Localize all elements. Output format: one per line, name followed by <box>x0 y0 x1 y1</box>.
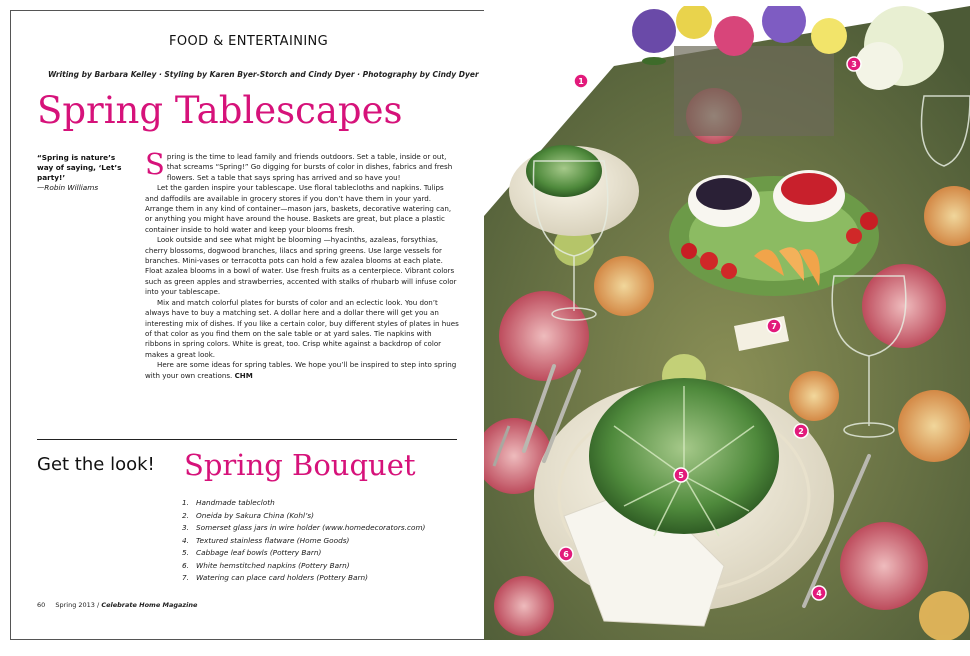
byline: Writing by Barbara Kelley · Styling by Karen Byer-Storch and Cindy Dyer · Photography by Cindy Dyer <box>48 70 479 79</box>
quote-author: —Robin Williams <box>37 183 99 192</box>
get-the-look-heading: Get the look! <box>37 454 155 475</box>
pull-quote <box>37 153 127 193</box>
list-item: 6. White hemstitched napkins (Pottery Barn) <box>182 560 350 570</box>
paragraph: Let the garden inspire your tablescape. Use floral tablecloths and napkins. Tulips and daffodils are available in grocery stores if you don’t have them in your yard. Arrange them in any kind of container—mason jars, baskets, decorative watering can, or anything you might have around the house. Baskets are great, but place a plastic container inside to hold water and keep your blooms fresh. <box>145 183 452 234</box>
list-item: 1. Handmade tablecloth <box>182 498 275 507</box>
photo-marker-2: 2 <box>798 427 804 436</box>
photo-marker-4: 4 <box>816 589 822 598</box>
drop-cap: S <box>145 147 165 181</box>
photo-marker-1: 1 <box>578 77 584 86</box>
issue-label: Spring 2013 <box>55 601 95 609</box>
divider <box>37 439 457 440</box>
photo-marker-7: 7 <box>771 322 777 331</box>
photo-marker-3: 3 <box>851 60 857 69</box>
paragraph: Look outside and see what might be blooming —hyacinths, azaleas, forsythias, cherry blossoms, dogwood branches, lilacs and spring greens. Use large vessels for branches. Mini-vases or terracotta pots can hold a few azalea blooms at each plate. Float azalea blooms in a bowl of water. Use fresh fruits as a centerpiece. Vibrant colors such as green apples and strawberries, accented with stalks of rhubarb will infuse color into your tablescape. <box>145 235 457 297</box>
paragraph: Here are some ideas for spring tables. We hope you’ll be inspired to step into spring with your own creations. CHM <box>145 360 457 380</box>
list-item: 4. Textured stainless flatware (Home Goods) <box>182 535 350 545</box>
page-number: 60 <box>37 601 46 609</box>
bouquet-title: Spring Bouquet <box>184 448 416 482</box>
product-list <box>182 497 425 585</box>
signoff: CHM <box>234 370 253 380</box>
paragraph: Spring is the time to lead family and friends outdoors. Set a table, inside or out, that screams “Spring!” Go digging for bursts of color in dishes, fabrics and fresh flowers. Set a table that says spring has arrived and so have you! <box>145 147 453 182</box>
tablescape-photo <box>484 6 970 640</box>
paragraph: Mix and match colorful plates for bursts of color and an eclectic look. You don’t always have to buy a matching set. A dollar here and a dollar there will get you an interesting mix of dishes. If you like a certain color, buy different styles of plates in hues of that color as you find them on the sale table or at yard sales. Tie napkins with ribbons in spring colors. White is great, too. Crisp white against a backdrop of color makes a great look. <box>145 297 459 359</box>
list-item: 7. Watering can place card holders (Pottery Barn) <box>182 573 368 582</box>
publication-name: Celebrate Home Magazine <box>101 601 198 609</box>
list-item: 3. Somerset glass jars in wire holder (www.homedecorators.com) <box>182 523 426 532</box>
list-item: 2. Oneida by Sakura China (Kohl’s) <box>182 510 314 520</box>
quote-text: “Spring is nature’s way of saying, ‘Let’s party!’ <box>37 153 122 182</box>
list-item: 5. Cabbage leaf bowls (Pottery Barn) <box>182 548 322 557</box>
section-header: FOOD & ENTERTAINING <box>169 34 329 49</box>
photo-marker-6: 6 <box>563 550 569 559</box>
photo-marker-5: 5 <box>678 471 684 480</box>
page-footer: 60 Spring 2013 / Celebrate Home Magazine <box>37 601 198 609</box>
article-body <box>145 147 459 381</box>
article-title: Spring Tablescapes <box>37 89 403 132</box>
